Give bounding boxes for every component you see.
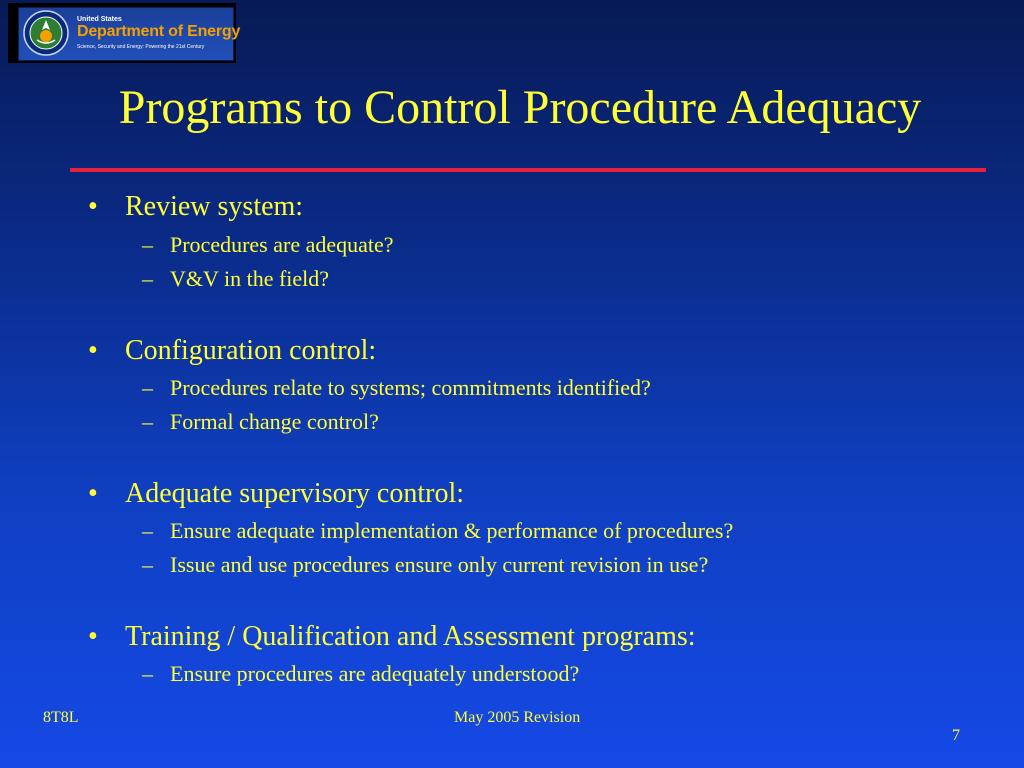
sub-bullet-marker: – xyxy=(142,375,153,400)
bullet-text: Adequate supervisory control: xyxy=(125,478,465,509)
sub-bullet-text: Formal change control? xyxy=(170,409,379,434)
bullet-marker: • xyxy=(88,191,98,222)
bullet-item xyxy=(88,477,464,511)
sub-bullet-marker: – xyxy=(142,552,153,577)
sub-bullet-item xyxy=(142,517,733,545)
sub-bullet-marker: – xyxy=(142,409,153,434)
sub-bullet-item xyxy=(142,551,708,579)
bullet-text: Training / Qualification and Assessment programs: xyxy=(125,621,696,652)
bullet-marker: • xyxy=(88,478,98,509)
sub-bullet-text: Ensure procedures are adequately understood? xyxy=(170,661,580,686)
sub-bullet-item xyxy=(142,374,651,402)
bullet-text: Review system: xyxy=(125,191,304,222)
logo-country: United States xyxy=(77,16,122,23)
slide-title: Programs to Control Procedure Adequacy xyxy=(118,81,922,134)
footer-course-code: 8T8L xyxy=(43,709,79,726)
bullet-item xyxy=(88,190,303,224)
sub-bullet-item xyxy=(142,231,394,259)
sub-bullet-text: Procedures relate to systems; commitments identified? xyxy=(170,375,651,400)
sub-bullet-marker: – xyxy=(142,266,153,291)
sub-bullet-marker: – xyxy=(142,661,153,686)
page-number: 7 xyxy=(952,727,960,744)
sub-bullet-marker: – xyxy=(142,518,153,543)
sub-bullet-text: Issue and use procedures ensure only current revision in use? xyxy=(170,552,709,577)
bullet-item xyxy=(88,334,376,368)
logo-tagline: Science, Security and Energy: Powering the 21st Century xyxy=(77,44,205,50)
footer-revision: May 2005 Revision xyxy=(454,709,581,726)
sub-bullet-marker: – xyxy=(142,232,153,257)
logo-agency: Department of Energy xyxy=(77,23,241,40)
sub-bullet-text: Procedures are adequate? xyxy=(170,232,394,257)
sub-bullet-text: Ensure adequate implementation & performance of procedures? xyxy=(170,518,734,543)
sub-bullet-item xyxy=(142,265,329,293)
bullet-text: Configuration control: xyxy=(125,335,377,366)
bullet-marker: • xyxy=(88,335,98,366)
bullet-marker: • xyxy=(88,621,98,652)
bullet-item xyxy=(88,620,696,654)
sub-bullet-text: V&V in the field? xyxy=(170,266,330,291)
sub-bullet-item xyxy=(142,660,579,688)
sub-bullet-item xyxy=(142,408,379,436)
